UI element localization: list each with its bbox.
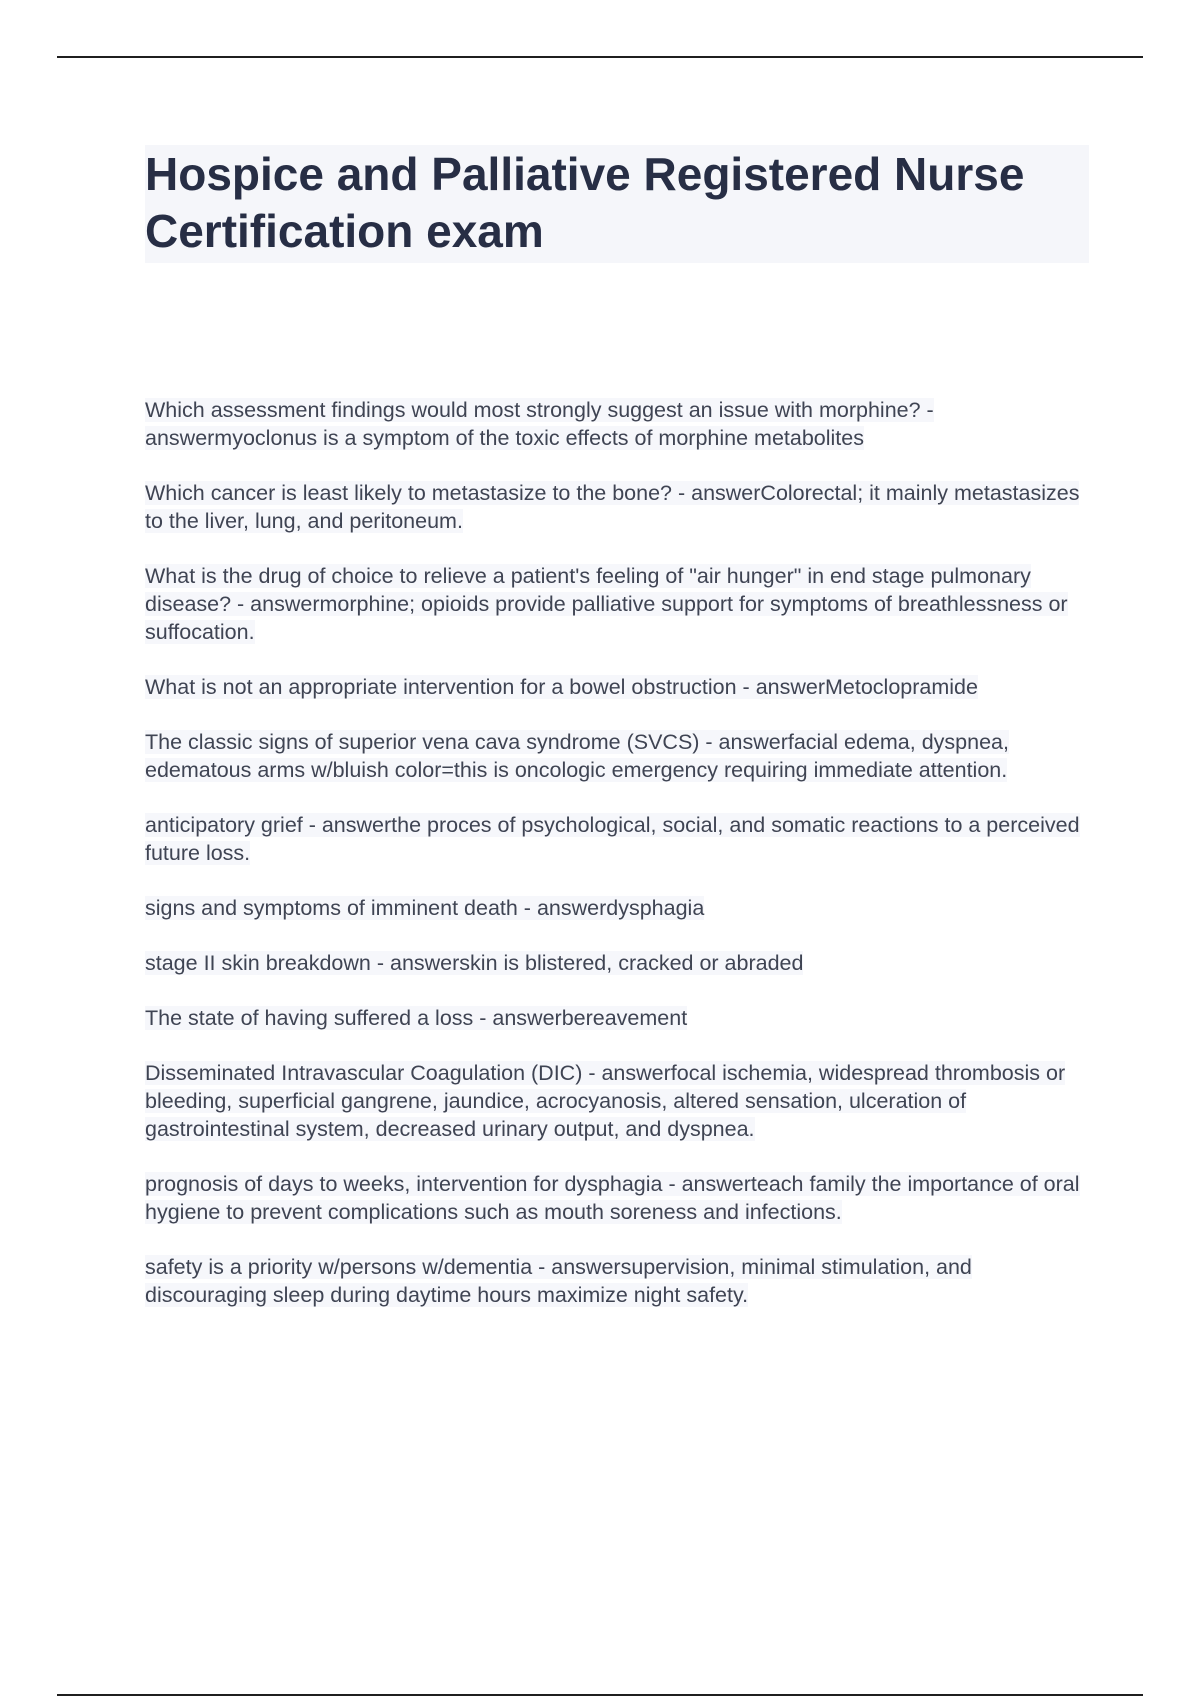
bottom-rule — [57, 1694, 1143, 1696]
qa-item — [145, 1253, 1095, 1309]
qa-item — [145, 949, 1095, 977]
qa-item — [145, 673, 1095, 701]
qa-item-text: What is the drug of choice to relieve a patient's feeling of "air hunger" in end stage pulmonary disease? - answermorphine; opioids provide palliative support for symptoms of breathlessness or suffocation. — [145, 564, 1068, 644]
qa-item — [145, 811, 1095, 867]
top-rule — [57, 56, 1143, 58]
qa-item — [145, 1004, 1095, 1032]
qa-item — [145, 396, 1095, 452]
qa-item-text: stage II skin breakdown - answerskin is blistered, cracked or abraded — [145, 951, 804, 975]
qa-list — [145, 396, 1095, 1336]
qa-item — [145, 728, 1095, 784]
qa-item-text: Which cancer is least likely to metastasize to the bone? - answerColorectal; it mainly metastasizes to the liver, lung, and peritoneum. — [145, 481, 1080, 533]
qa-item-text: What is not an appropriate intervention for a bowel obstruction - answerMetoclopramide — [145, 675, 978, 699]
qa-item-text: prognosis of days to weeks, intervention for dysphagia - answerteach family the importance of oral hygiene to prevent complications such as mouth soreness and infections. — [145, 1172, 1080, 1224]
qa-item-text: The classic signs of superior vena cava syndrome (SVCS) - answerfacial edema, dyspnea, edematous arms w/bluish color=this is oncologic emergency requiring immediate attention. — [145, 730, 1009, 782]
qa-item — [145, 1170, 1095, 1226]
qa-item — [145, 894, 1095, 922]
qa-item — [145, 1059, 1095, 1143]
qa-item-text: Which assessment findings would most strongly suggest an issue with morphine? - answermyoclonus is a symptom of the toxic effects of morphine metabolites — [145, 398, 934, 450]
qa-item-text: The state of having suffered a loss - answerbereavement — [145, 1006, 688, 1030]
qa-item-text: anticipatory grief - answerthe proces of psychological, social, and somatic reactions to a perceived future loss. — [145, 813, 1080, 865]
title-box — [145, 145, 1089, 263]
qa-item — [145, 479, 1095, 535]
page-title: Hospice and Palliative Registered Nurse Certification exam — [145, 148, 1025, 257]
qa-item — [145, 562, 1095, 646]
qa-item-text: signs and symptoms of imminent death - answerdysphagia — [145, 896, 705, 920]
qa-item-text: safety is a priority w/persons w/dementia - answersupervision, minimal stimulation, and discouraging sleep during daytime hours maximize night safety. — [145, 1255, 972, 1307]
qa-item-text: Disseminated Intravascular Coagulation (DIC) - answerfocal ischemia, widespread thrombosis or bleeding, superficial gangrene, jaundice, acrocyanosis, altered sensation, ulceration of gastrointestinal system, decreased urinary output, and dyspnea. — [145, 1061, 1066, 1141]
